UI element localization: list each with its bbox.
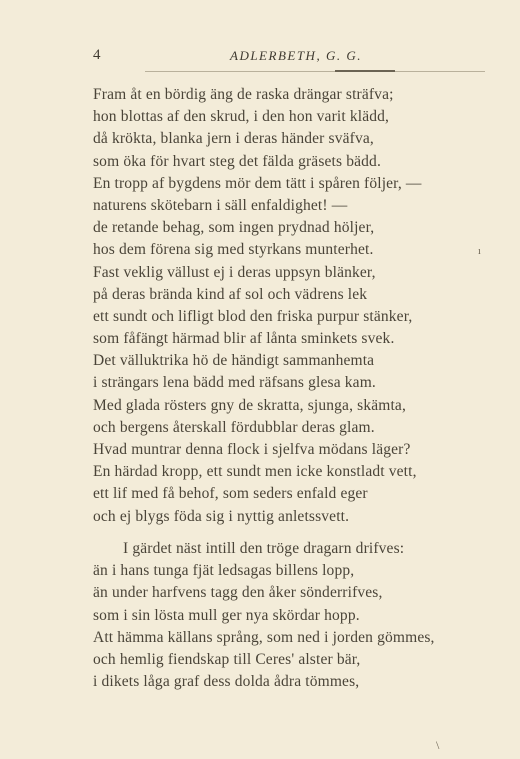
poem-line: Att hämma källans språng, som ned i jorden gömmes, xyxy=(93,628,435,646)
poem-line: Med glada rösters gny de skratta, sjunga, skämta, xyxy=(93,396,406,414)
poem-line: ett lif med få behof, som seders enfald eger xyxy=(93,485,368,503)
poem-line: då krökta, blanka jern i deras händer sväfva, xyxy=(93,130,374,148)
header-rule xyxy=(145,71,485,72)
running-head: ADLERBETH, G. G. xyxy=(230,48,362,63)
poem-line: som i sin lösta mull ger nya skördar hopp. xyxy=(93,606,360,624)
poem-line: hos dem förena sig med styrkans munterhet. xyxy=(93,241,374,259)
poem-line: i strängars lena bädd med räfsans glesa kam. xyxy=(93,374,376,392)
poem-line: på deras brända kind af sol och vädrens lek xyxy=(93,285,368,303)
poem-line: som öka för hvart steg det fälda gräsets bädd. xyxy=(93,152,381,170)
ink-speck: ı xyxy=(478,246,481,257)
poem-line: Hvad muntrar denna flock i sjelfva mödans läger? xyxy=(93,441,411,458)
poem-line: En härdad kropp, ett sundt men icke konstladt vett, xyxy=(93,463,417,481)
poem-line: En tropp af bygdens mör dem tätt i spåren följer, — xyxy=(93,174,422,192)
poem-line: och ej blygs föda sig i nyttig anletssvett. xyxy=(93,507,350,525)
poem-line: I gärdet näst intill den tröge dragarn drifves: xyxy=(123,540,405,557)
poem-line: Fram åt en bördig äng de raska drängar sträfva; xyxy=(93,86,394,103)
poem-line: i dikets låga graf dess dolda ådra tömmes, xyxy=(93,673,360,691)
poem-line: än i hans tunga fjät ledsagas billens lopp, xyxy=(93,562,355,580)
poem-line: ett sundt och lifligt blod den friska purpur stänker, xyxy=(93,307,413,325)
page-number: 4 xyxy=(93,47,101,63)
poem-line: Fast veklig vällust ej i deras uppsyn blänker, xyxy=(93,263,376,281)
poem-line: och hemlig fiendskap till Ceres' alster bär, xyxy=(93,650,361,668)
stanza-2 xyxy=(93,538,503,693)
header-rule-mark xyxy=(335,70,395,72)
poem-line: hon blottas af den skrud, i den hon varit klädd, xyxy=(93,108,390,126)
poem-line: än under harfvens tagg den åker sönderrifves, xyxy=(93,584,383,602)
poem-line: naturens skötebarn i säll enfaldighet! — xyxy=(93,196,348,214)
ink-speck: \ xyxy=(436,738,440,752)
poem-line: Det välluktrika hö de händigt sammanhemta xyxy=(93,352,375,370)
poem-line: de retande behag, som ingen prydnad höljer, xyxy=(93,219,375,237)
stanza-1 xyxy=(93,84,503,528)
poem-line: som fåfängt härmad blir af lånta sminkets svek. xyxy=(93,330,395,348)
poem-line: och bergens återskall fördubblar deras glam. xyxy=(93,418,375,436)
